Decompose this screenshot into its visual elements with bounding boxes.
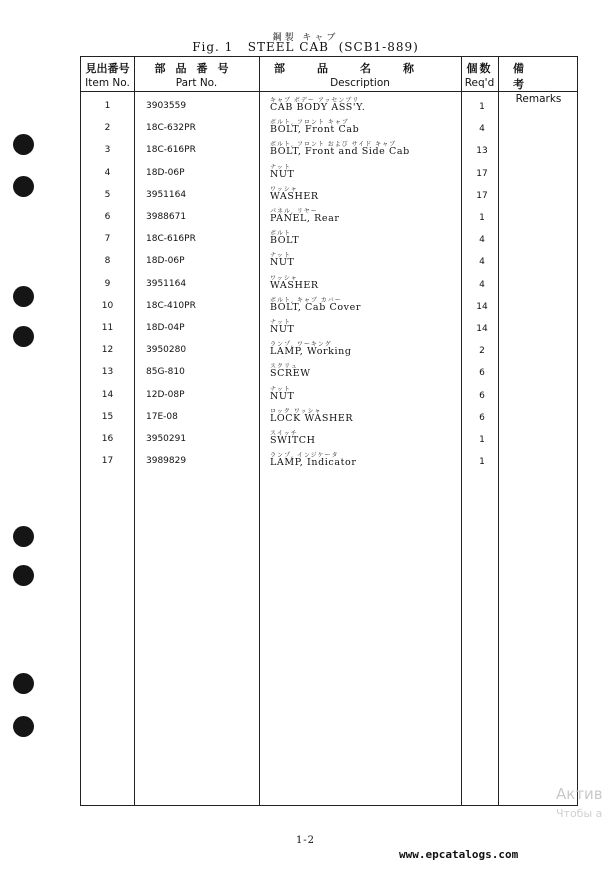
- description: LOCK WASHER: [270, 412, 354, 424]
- header-part: 部品番号 Part No.: [154, 62, 239, 89]
- activation-watermark: Актив: [556, 785, 603, 803]
- description-kana: スイッチ: [270, 430, 298, 437]
- quantity: 13: [476, 146, 488, 157]
- header-item: 見出番号 Item No.: [85, 62, 130, 89]
- table-row: [81, 228, 579, 250]
- fig-label: Fig. 1: [192, 40, 234, 54]
- quantity: 1: [479, 102, 485, 112]
- part-number: 3903559: [146, 101, 187, 111]
- part-number: 18D-06P: [146, 256, 185, 267]
- description: CAB BODY ASS'Y.: [270, 102, 366, 113]
- binder-hole: [13, 526, 34, 547]
- page-number: 1-2: [295, 835, 316, 846]
- description-kana: ワッシャ: [270, 185, 298, 193]
- item-number: 1: [104, 101, 111, 111]
- description-kana: ワッシャ: [270, 274, 298, 282]
- table-row: [81, 339, 579, 361]
- table-row: [81, 117, 579, 139]
- binder-hole: [13, 176, 34, 197]
- description: SWITCH: [270, 435, 316, 446]
- part-number: 17E-08: [146, 411, 178, 422]
- description: WASHER: [270, 279, 319, 291]
- title-text: STEEL CAB: [247, 40, 329, 54]
- quantity: 14: [476, 301, 488, 312]
- description: BOLT: [270, 235, 300, 247]
- part-number: 18D-04P: [146, 323, 185, 333]
- description-kana: ナット: [270, 252, 291, 260]
- description: BOLT, Cab Cover: [270, 301, 362, 313]
- table-row: [81, 95, 579, 117]
- table-row: [81, 450, 579, 472]
- table-row: [81, 184, 579, 206]
- quantity: 4: [479, 257, 485, 268]
- activation-watermark-sub: Чтобы а: [556, 807, 603, 820]
- part-number: 3950291: [146, 434, 187, 444]
- table-row: [81, 406, 579, 428]
- description-kana: ランプ, ワーキング: [270, 341, 332, 349]
- part-number: 3988671: [146, 212, 187, 222]
- table-row: [81, 250, 579, 272]
- part-number: 3951164: [146, 278, 187, 289]
- quantity: 1: [479, 457, 485, 468]
- description-kana: ボルト, フロント キャブ: [270, 119, 349, 127]
- table-row: [81, 384, 579, 406]
- part-number: 18C-616PR: [146, 234, 196, 245]
- description-kana: ナット: [270, 319, 291, 326]
- table-row: [81, 206, 579, 228]
- part-number: 12D-08P: [146, 389, 185, 400]
- table-row: [81, 295, 579, 317]
- parts-table: [80, 56, 578, 806]
- item-number: 9: [104, 278, 111, 289]
- description: LAMP, Working: [270, 346, 352, 358]
- description: LAMP, Indicator: [270, 457, 357, 469]
- item-number: 10: [101, 300, 114, 311]
- binder-hole: [13, 326, 34, 347]
- item-number: 14: [101, 389, 114, 400]
- item-number: 4: [104, 167, 111, 178]
- binder-hole: [13, 134, 34, 155]
- part-number: 3989829: [146, 456, 187, 467]
- site-url[interactable]: www.epcatalogs.com: [399, 848, 519, 861]
- part-number: 18C-410PR: [146, 300, 196, 311]
- quantity: 2: [479, 346, 485, 357]
- quantity: 17: [476, 190, 488, 201]
- item-number: 6: [104, 212, 111, 222]
- part-number: 18D-06P: [146, 167, 185, 178]
- part-number: 3950280: [146, 345, 187, 356]
- quantity: 17: [476, 168, 488, 179]
- quantity: 4: [479, 124, 485, 135]
- description-kana: ランプ, インジケータ: [270, 452, 339, 460]
- header-remarks: 備考 Remarks: [513, 62, 564, 105]
- binder-hole: [13, 673, 34, 694]
- binder-hole: [13, 286, 34, 307]
- quantity: 4: [479, 279, 485, 290]
- header-qty: 個数 Req'd: [464, 62, 495, 89]
- page-title: [0, 40, 611, 54]
- title-code: (SCB1-889): [338, 40, 419, 54]
- table-row: [81, 317, 579, 339]
- description-kana: キャブ ボデー アッセンブリ: [270, 97, 360, 104]
- description: SCREW: [270, 368, 311, 380]
- description: WASHER: [270, 190, 319, 202]
- item-number: 8: [104, 256, 111, 267]
- item-number: 3: [104, 145, 111, 156]
- page-title-jp: 鋼製 キャブ: [272, 33, 339, 43]
- table-row: [81, 162, 579, 184]
- description-kana: ナット: [270, 385, 291, 393]
- quantity: 6: [479, 368, 485, 379]
- quantity: 1: [479, 213, 485, 223]
- description-kana: ボルト, キャブ カバー: [270, 296, 342, 304]
- item-number: 7: [104, 234, 111, 245]
- binder-hole: [13, 565, 34, 586]
- quantity: 1: [479, 435, 485, 445]
- quantity: 4: [479, 235, 485, 246]
- part-number: 3951164: [146, 189, 187, 200]
- binder-hole: [13, 716, 34, 737]
- table-row: [81, 139, 579, 161]
- item-number: 16: [101, 434, 114, 444]
- description-kana: ボルト, フロント および サイド キャブ: [270, 141, 397, 149]
- item-number: 11: [101, 323, 114, 333]
- description: BOLT, Front and Side Cab: [270, 146, 410, 158]
- table-row: [81, 428, 579, 450]
- part-number: 18C-616PR: [146, 145, 196, 156]
- part-number: 18C-632PR: [146, 123, 196, 134]
- quantity: 14: [476, 324, 488, 334]
- table-row: [81, 273, 579, 295]
- item-number: 13: [101, 367, 114, 378]
- description: PANEL, Rear: [270, 213, 340, 224]
- part-number: 85G-810: [146, 367, 185, 378]
- item-number: 12: [101, 345, 114, 356]
- item-number: 17: [101, 456, 114, 467]
- description: BOLT, Front Cab: [270, 124, 360, 136]
- item-number: 15: [101, 411, 114, 422]
- item-number: 5: [104, 189, 111, 200]
- table-row: [81, 361, 579, 383]
- description: NUT: [270, 168, 295, 180]
- description: NUT: [270, 257, 295, 269]
- item-number: 2: [104, 123, 111, 134]
- description: NUT: [270, 390, 295, 402]
- quantity: 6: [479, 390, 485, 401]
- description-kana: ナット: [270, 163, 291, 171]
- description: NUT: [270, 324, 295, 335]
- header-description: 部品名称 Description: [274, 62, 446, 89]
- description-kana: パネル, リヤー: [270, 208, 318, 215]
- description-kana: ボルト: [270, 230, 292, 238]
- description-kana: ロック ワッシャ: [270, 407, 322, 415]
- quantity: 6: [479, 412, 485, 423]
- description-kana: スクリュ: [270, 363, 298, 371]
